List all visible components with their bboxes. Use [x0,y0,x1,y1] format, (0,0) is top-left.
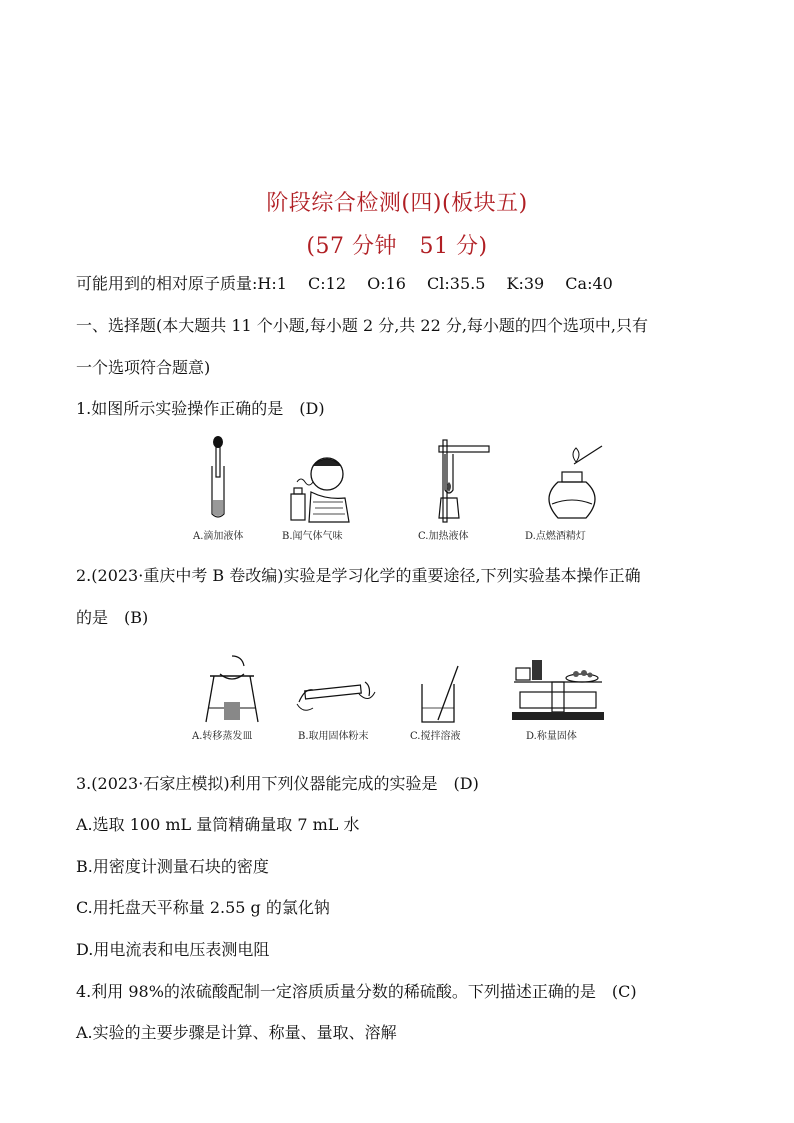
dropper-test-tube-image [203,436,233,518]
smell-gas-image [283,452,353,522]
q1-caption-b: B.闻气体气味 [282,531,343,542]
q1-caption-a: A.滴加液体 [193,531,244,542]
q2-caption-a: A.转移蒸发皿 [192,731,253,742]
q2-caption-c: C.搅拌溶液 [410,731,461,742]
section-instructions-line2: 一个选项符合题意) [76,358,211,377]
page-subtitle: (57 分钟 51 分) [306,234,488,259]
heating-liquid-image [435,436,495,522]
q3-option-c: C.用托盘天平称量 2.55 g 的氯化钠 [76,898,330,917]
balance-scale-image [510,652,606,724]
solid-powder-image [295,672,375,722]
evaporating-dish-image [202,652,262,724]
q1-figure [185,434,615,544]
q4-option-a: A.实验的主要步骤是计算、称量、量取、溶解 [76,1023,397,1042]
q1-stem: 1.如图所示实验操作正确的是 (D) [76,399,325,418]
q2-caption-b: B.取用固体粉末 [298,731,369,742]
q3-stem: 3.(2023·石家庄模拟)利用下列仪器能完成的实验是 (D) [76,774,479,793]
q1-caption-d: D.点燃酒精灯 [525,531,586,542]
q2-figure [190,652,610,746]
q3-option-a: A.选取 100 mL 量筒精确量取 7 mL 水 [76,815,360,834]
q3-option-d: D.用电流表和电压表测电阻 [76,940,270,959]
q2-caption-d: D.称量固体 [526,731,577,742]
page-title: 阶段综合检测(四)(板块五) [266,191,528,216]
alcohol-lamp-image [540,442,610,522]
atomic-masses: 可能用到的相对原子质量:H:1 C:12 O:16 Cl:35.5 K:39 Ca:40 [76,274,613,293]
stir-solution-image [418,664,462,726]
q1-caption-c: C.加热液体 [418,531,469,542]
q3-option-b: B.用密度计测量石块的密度 [76,857,269,876]
q2-stem-line1: 2.(2023·重庆中考 B 卷改编)实验是学习化学的重要途径,下列实验基本操作正确 [76,566,641,585]
q4-stem: 4.利用 98%的浓硫酸配制一定溶质质量分数的稀硫酸。下列描述正确的是 (C) [76,982,637,1001]
q2-stem-line2: 的是 (B) [76,608,149,627]
section-instructions-line1: 一、选择题(本大题共 11 个小题,每小题 2 分,共 22 分,每小题的四个选项中,只有 [76,316,649,335]
